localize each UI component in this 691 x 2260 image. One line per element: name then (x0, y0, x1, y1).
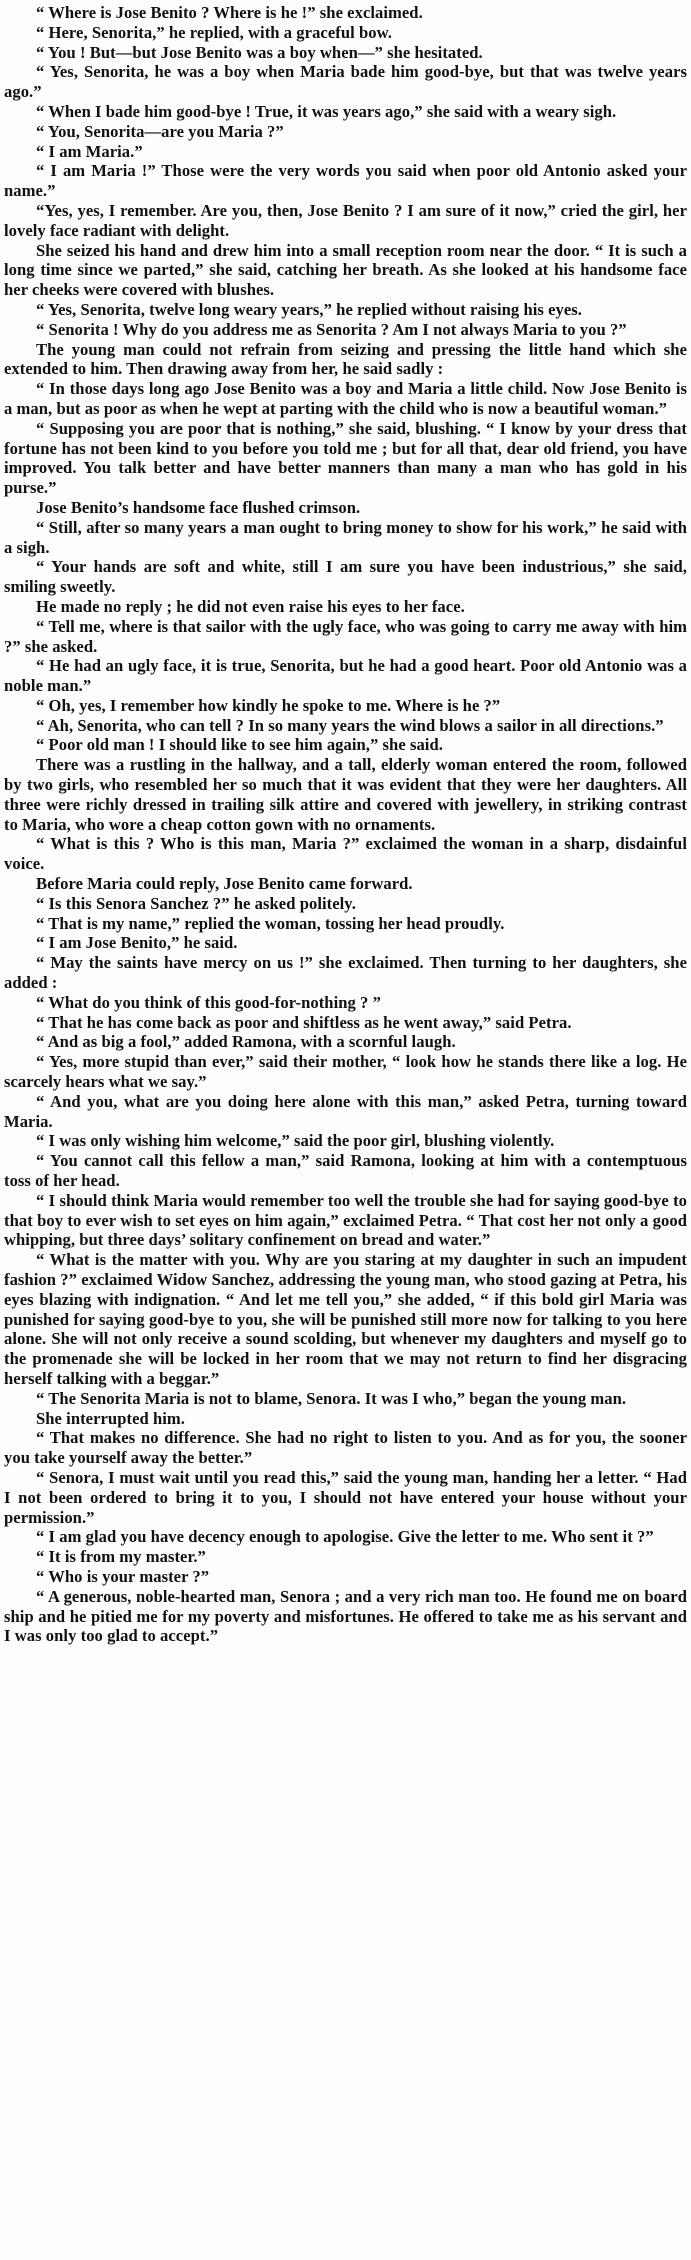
story-column (4, 3, 687, 1646)
story-paragraph: “ And you, what are you doing here alone with this man,” asked Petra, turning toward Maria. (4, 1091, 687, 1131)
story-paragraph: “ What is this ? Who is this man, Maria ?” exclaimed the woman in a sharp, disdainful voice. (4, 834, 687, 874)
story-paragraph: She interrupted him. (36, 1408, 185, 1428)
story-paragraph: “ Where is Jose Benito ? Where is he !” she exclaimed. (36, 3, 423, 22)
story-paragraph: “Yes, yes, I remember. Are you, then, Jose Benito ? I am sure of it now,” cried the girl, her lovely face radiant with delight. (4, 200, 687, 240)
story-paragraph: “ I was only wishing him welcome,” said the poor girl, blushing violently. (36, 1131, 555, 1151)
story-paragraph: “ You cannot call this fellow a man,” said Ramona, looking at him with a contemptuous toss of her head. (4, 1151, 687, 1191)
story-paragraph: “ Tell me, where is that sailor with the ugly face, who was going to carry me away with him ?” she asked. (4, 616, 687, 656)
story-paragraph: There was a rustling in the hallway, and a tall, elderly woman entered the room, followed by two girls, who resembled her so much that it was evident that they were her daughters. All three were richly dressed in trailing silk attire and covered with jewellery, in striking contrast to Maria, who wore a cheap cotton gown with no ornaments. (4, 755, 687, 834)
story-paragraph: “ Senora, I must wait until you read this,” said the young man, handing her a letter. “ Had I not been ordered to bring it to you, I should not have entered your house without your permission.” (4, 1467, 687, 1527)
story-paragraph: “ Who is your master ?” (36, 1566, 210, 1586)
story-paragraph: “ You, Senorita—are you Maria ?” (36, 121, 284, 141)
story-paragraph: He made no reply ; he did not even raise his eyes to her face. (36, 596, 465, 616)
story-paragraph: “ The Senorita Maria is not to blame, Senora. It was I who,” began the young man. (36, 1388, 627, 1408)
story-paragraph: “ I am Maria.” (36, 141, 143, 161)
story-paragraph: “ Yes, Senorita, he was a boy when Maria bade him good-bye, but that was twelve years ago.” (4, 62, 687, 102)
story-paragraph: “ Still, after so many years a man ought to bring money to show for his work,” he said with a sigh. (4, 517, 687, 557)
story-paragraph: “ Your hands are soft and white, still I am sure you have been industrious,” she said, smiling sweetly. (4, 557, 687, 597)
story-paragraph: “ Oh, yes, I remember how kindly he spoke to me. Where is he ?” (36, 695, 501, 715)
story-paragraph: “ That he has come back as poor and shiftless as he went away,” said Petra. (36, 1012, 572, 1032)
story-paragraph: “ Senorita ! Why do you address me as Senorita ? Am I not always Maria to you ?” (36, 319, 627, 339)
story-paragraph: “ You ! But—but Jose Benito was a boy when—” she hesitated. (36, 42, 483, 62)
story-paragraph: “ Yes, Senorita, twelve long weary years,” he replied without raising his eyes. (36, 299, 582, 319)
story-paragraph: The young man could not refrain from seizing and pressing the little hand which she extended to him. Then drawing away from her, he said sadly : (4, 339, 687, 379)
story-paragraph: “ What do you think of this good-for-nothing ? ” (36, 992, 381, 1012)
story-paragraph: “ Is this Senora Sanchez ?” he asked politely. (36, 893, 356, 913)
story-paragraph: “ That is my name,” replied the woman, tossing her head proudly. (36, 913, 505, 933)
story-paragraph: “ In those days long ago Jose Benito was a boy and Maria a little child. Now Jose Benito is a man, but as poor as when he wept at parting with the child who is now a beautiful woman.” (4, 379, 687, 418)
story-paragraph: Jose Benito’s handsome face flushed crimson. (36, 497, 361, 517)
story-paragraph: “ I should think Maria would remember too well the trouble she had for saying good-bye to that boy to ever wish to set eyes on him again,” exclaimed Petra. “ That cost her not only a good whipping, but three days’ solitary confinement on bread and water.” (4, 1190, 687, 1250)
story-paragraph: “ A generous, noble-hearted man, Senora ; and a very rich man too. He found me on board ship and he pitied me for my poverty and misfortunes. He offered to take me as his servant and I was only too glad to accept.” (4, 1586, 687, 1646)
story-paragraph: “ He had an ugly face, it is true, Senorita, but he had a good heart. Poor old Antonio was a noble man.” (4, 656, 687, 696)
story-paragraph: “ Here, Senorita,” he replied, with a graceful bow. (36, 22, 392, 42)
story-paragraph: “ Supposing you are poor that is nothing,” she said, blushing. “ I know by your dress that fortune has not been kind to you before you told me ; but for all that, dear old friend, you have improved. You talk better and have better manners than many a man who has gold in his purse.” (4, 418, 687, 498)
story-paragraph: “ I am Maria !” Those were the very words you said when poor old Antonio asked your name.” (4, 161, 687, 201)
story-paragraph: Before Maria could reply, Jose Benito came forward. (36, 874, 413, 894)
story-paragraph: “ Poor old man ! I should like to see him again,” she said. (36, 735, 443, 755)
story-paragraph: She seized his hand and drew him into a small reception room near the door. “ It is such a long time since we parted,” she said, catching her breath. As she looked at his handsome face her cheeks were covered with blushes. (4, 240, 687, 300)
story-paragraph: “ I am Jose Benito,” he said. (36, 933, 238, 953)
story-paragraph: “ It is from my master.” (36, 1547, 206, 1567)
story-paragraph: “ Yes, more stupid than ever,” said their mother, “ look how he stands there like a log. He scarcely hears what we say.” (4, 1052, 687, 1092)
story-paragraph: “ That makes no difference. She had no right to listen to you. And as for you, the sooner you take yourself away the better.” (4, 1428, 687, 1468)
story-paragraph: “ I am glad you have decency enough to apologise. Give the letter to me. Who sent it ?” (36, 1527, 654, 1547)
story-paragraph: “ What is the matter with you. Why are you staring at my daughter in such an impudent fashion ?” exclaimed Widow Sanchez, addressing the young man, who stood gazing at Petra, his eyes blazing with indignation. “ And let me tell you,” she added, “ if this bold girl Maria was punished for saying good-bye to you, she will be punished still more now for talking to you here alone. She will not only receive a sound scolding, but whenever my daughters and myself go to the promenade she will be locked in her room that we may not return to find her disgracing herself talking with a beggar.” (4, 1250, 687, 1388)
story-paragraph: “ When I bade him good-bye ! True, it was years ago,” she said with a weary sigh. (36, 101, 617, 121)
story-paragraph: “ May the saints have mercy on us !” she exclaimed. Then turning to her daughters, she added : (4, 953, 687, 993)
story-paragraph: “ Ah, Senorita, who can tell ? In so many years the wind blows a sailor in all directions.” (36, 715, 664, 735)
story-paragraph: “ And as big a fool,” added Ramona, with a scornful laugh. (36, 1032, 456, 1052)
